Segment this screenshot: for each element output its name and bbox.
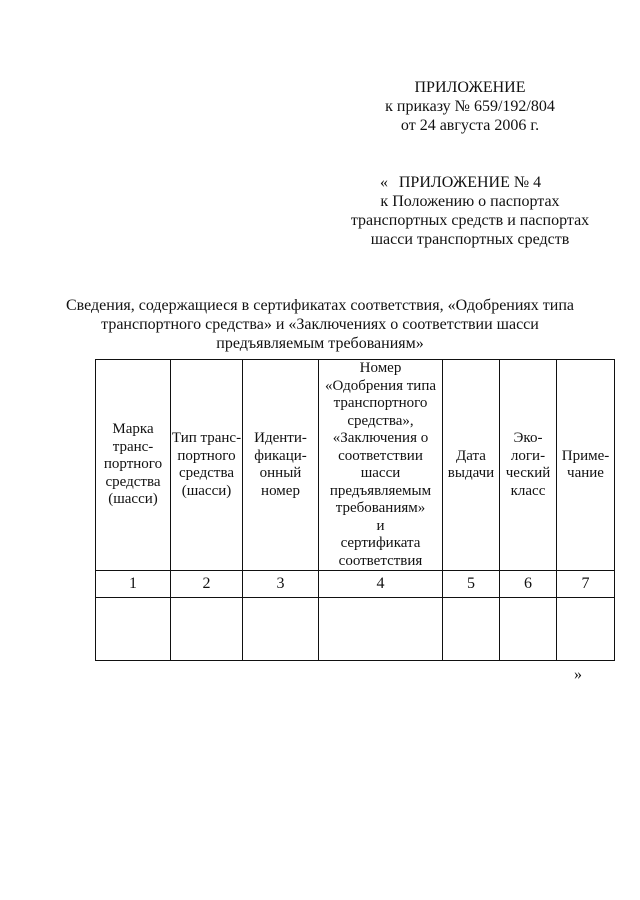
appendix4-line3: шасси транспортных средств <box>370 231 570 248</box>
header-cell-approval-number: Номер «Одобрения типа транспортного средства», «Заключения о соответствии шасси предъявляемым требованиям» и сертификата соответствия <box>319 360 443 571</box>
empty-cell <box>171 598 243 661</box>
appendix4-line1: к Положению о паспортах <box>380 193 560 210</box>
appendix4-title-row <box>330 173 610 192</box>
header-cell-note: Приме- чание <box>557 360 615 571</box>
column-number-cell: 4 <box>319 571 443 598</box>
column-number-cell: 2 <box>171 571 243 598</box>
appendix-order-line: к приказу № 659/192/804 <box>385 98 555 115</box>
empty-cell <box>500 598 557 661</box>
appendix4-line2: транспортных средств и паспортах <box>350 212 590 229</box>
column-number-cell: 3 <box>243 571 319 598</box>
header-cell-issue-date: Дата выдачи <box>443 360 500 571</box>
appendix4-title: ПРИЛОЖЕНИЕ № 4 <box>398 174 542 191</box>
column-number-cell: 7 <box>557 571 615 598</box>
table-header-row <box>96 360 615 571</box>
empty-cell <box>96 598 171 661</box>
heading-line2: транспортного средства» и «Заключениях о соответствии шасси <box>101 316 539 333</box>
appendix4-header <box>330 173 610 249</box>
header-cell-eco-class: Эко- логи- ческий класс <box>500 360 557 571</box>
table-empty-row <box>96 598 615 661</box>
empty-cell <box>319 598 443 661</box>
data-table <box>95 359 615 661</box>
closing-quote: » <box>574 666 582 683</box>
column-number-cell: 6 <box>500 571 557 598</box>
heading-line1: Сведения, содержащиеся в сертификатах соответствия, «Одобрениях типа <box>66 297 574 314</box>
appendix-title: ПРИЛОЖЕНИЕ <box>414 79 526 96</box>
empty-cell <box>443 598 500 661</box>
appendix-header <box>350 78 590 135</box>
column-number-cell: 5 <box>443 571 500 598</box>
appendix4-open-quote: « <box>380 174 388 191</box>
column-number-cell: 1 <box>96 571 171 598</box>
empty-cell <box>243 598 319 661</box>
appendix-date-line: от 24 августа 2006 г. <box>400 117 540 134</box>
table-number-row <box>96 571 615 598</box>
empty-cell <box>557 598 615 661</box>
header-cell-brand: Марка транс- портного средства (шасси) <box>96 360 171 571</box>
heading-line3: предъявляемым требованиям» <box>216 335 424 352</box>
header-cell-id-number: Иденти- фикаци- онный номер <box>243 360 319 571</box>
header-cell-type: Тип транс- портного средства (шасси) <box>171 360 243 571</box>
document-heading <box>40 296 600 353</box>
